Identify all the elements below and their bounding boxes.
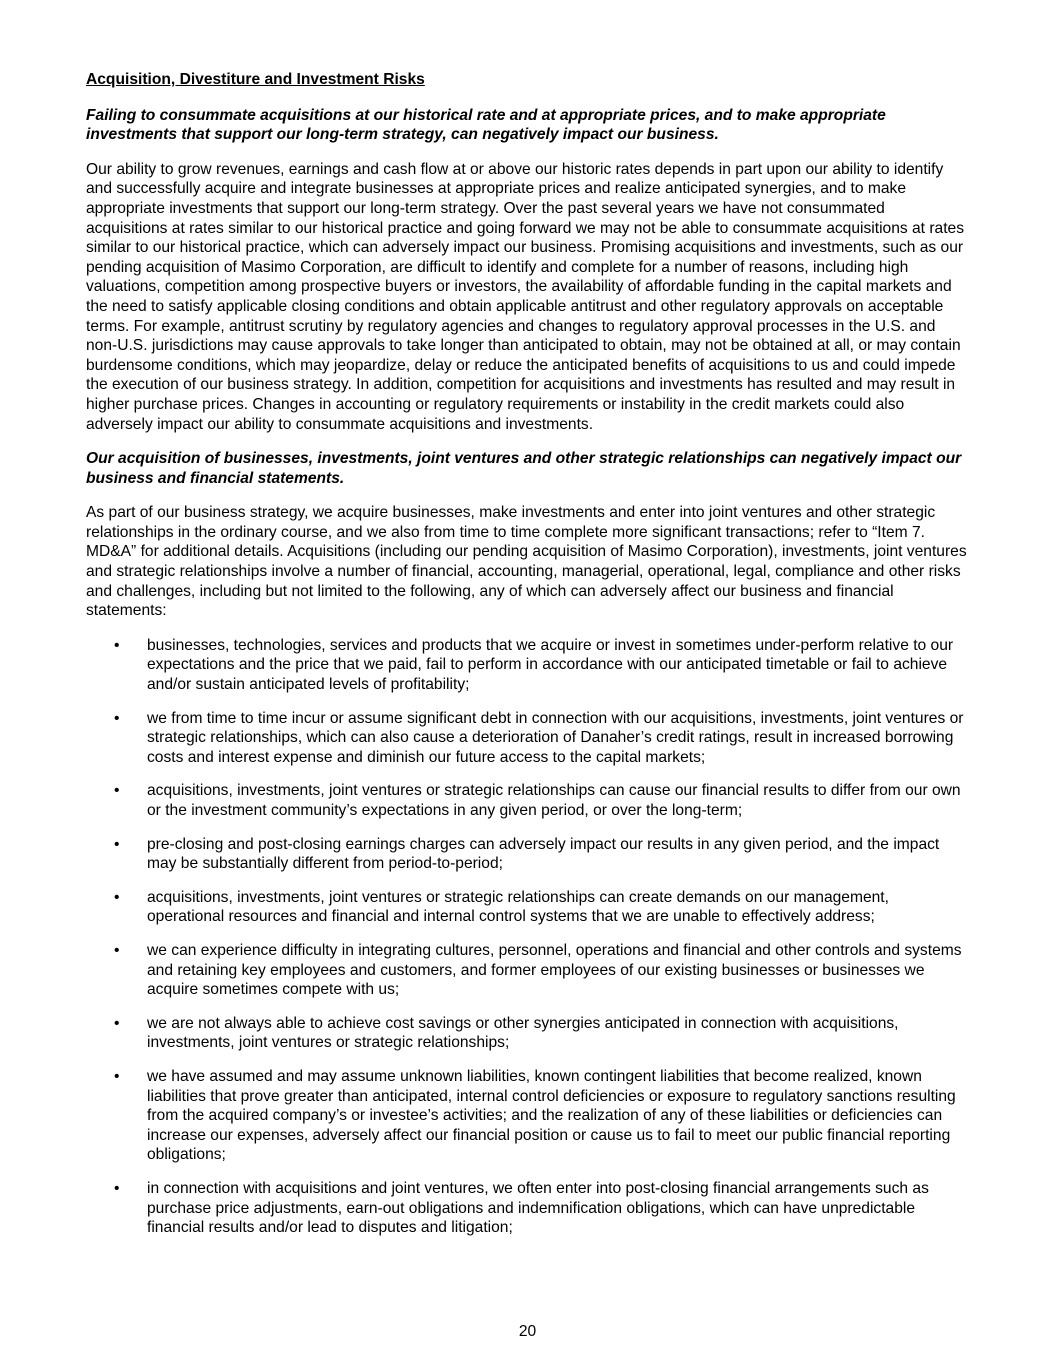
list-item-text: we have assumed and may assume unknown liabilities, known contingent liabilities that become realized, known liabilities that prove greater than anticipated, internal control deficiencies or exposure to regulatory sanctions resulting from the acquired company’s or investee’s activities; and the realization of any of these liabilities or deficiencies can increase our expenses, adversely affect our financial position or cause us to fail to meet our public financial reporting obligations; (147, 1067, 956, 1164)
page-number: 20 (518, 1323, 537, 1340)
section-title: Acquisition, Divestiture and Investment Risks (86, 71, 425, 88)
risk-heading-acquisition-impact: Our acquisition of businesses, investments, joint ventures and other strategic relationships can negatively impact our business and financial statements. (86, 450, 962, 487)
bullet-icon: • (114, 1179, 120, 1197)
bullet-icon: • (114, 1067, 120, 1085)
list-item (86, 1067, 970, 1165)
bullet-icon: • (114, 888, 120, 906)
risk-heading-acquisition-rate: Failing to consummate acquisitions at our historical rate and at appropriate prices, and to make appropriate investments that support our long-term strategy, can negatively impact our business. (86, 106, 886, 144)
bullet-icon: • (114, 835, 120, 853)
list-item (86, 1014, 970, 1053)
bullet-icon: • (114, 1014, 120, 1032)
list-item (86, 835, 970, 874)
list-item-text: pre-closing and post-closing earnings charges can adversely impact our results in any given period, and the impact may be substantially different from period-to-period; (147, 835, 940, 873)
list-item-text: acquisitions, investments, joint ventures or strategic relationships can cause our financial results to differ from our own or the investment community’s expectations in any given period, or over the long-term; (147, 782, 961, 819)
bullet-icon: • (114, 709, 120, 727)
list-item-text: businesses, technologies, services and products that we acquire or invest in sometimes under-perform relative to our expectations and the price that we paid, fail to perform in accordance with our anticipated timetable or fail to achieve and/or sustain anticipated levels of profitability; (147, 636, 954, 694)
list-item-text: acquisitions, investments, joint ventures or strategic relationships can create demands on our management, operational resources and financial and internal control systems that we are unable to effectively address; (147, 888, 889, 926)
bullet-icon: • (114, 941, 120, 959)
list-item (86, 636, 970, 695)
list-item (86, 709, 970, 768)
list-item (86, 888, 970, 927)
risk-paragraph-acquisition-rate: Our ability to grow revenues, earnings and cash flow at or above our historic rates depends in part upon our ability to identify and successfully acquire and integrate businesses at appropriate prices and realize anticipated synergies, and to make appropriate investments that support our long-term strategy. Over the past several years we have not consummated acquisitions at rates similar to our historical practice and going forward we may not be able to consummate acquisitions at rates similar to our historical practice, which can adversely impact our business. Promising acquisitions and investments, such as our pending acquisition of Masimo Corporation, are difficult to identify and complete for a number of reasons, including high valuations, competition among prospective buyers or investors, the availability of affordable funding in the capital markets and the need to satisfy applicable closing conditions and obtain applicable antitrust and other regulatory approvals on acceptable terms. For example, antitrust scrutiny by regulatory agencies and changes to regulatory approval processes in the U.S. and non-U.S. jurisdictions may cause approvals to take longer than anticipated to obtain, may not be obtained at all, or may contain burdensome conditions, which may jeopardize, delay or reduce the anticipated benefits of acquisitions to us and could impede the execution of our business strategy. In addition, competition for acquisitions and investments has resulted and may result in higher purchase prices. Changes in accounting or regulatory requirements or instability in the credit markets could also adversely impact our ability to consummate acquisitions and investments. (86, 160, 965, 433)
risk-paragraph-acquisition-impact: As part of our business strategy, we acquire businesses, make investments and enter into joint ventures and other strategic relationships in the ordinary course, and we also from time to time complete more significant transactions; refer to “Item 7. MD&A” for additional details. Acquisitions (including our pending acquisition of Masimo Corporation), investments, joint ventures and strategic relationships involve a number of financial, accounting, managerial, operational, legal, compliance and other risks and challenges, including but not limited to the following, any of which can adversely affect our business and financial statements: (86, 504, 967, 620)
list-item-text: we can experience difficulty in integrating cultures, personnel, operations and financial and other controls and systems and retaining key employees and customers, and former employees of our existing businesses or businesses we acquire sometimes compete with us; (147, 941, 962, 999)
risk-bullet-list (86, 636, 970, 1238)
bullet-icon: • (114, 782, 120, 800)
list-item (86, 1179, 970, 1238)
document-page (86, 70, 970, 1252)
list-item (86, 781, 970, 820)
list-item (86, 941, 970, 1000)
list-item-text: we from time to time incur or assume significant debt in connection with our acquisitions, investments, joint ventures or strategic relationships, which can also cause a deterioration of Danaher’s credit ratings, result in increased borrowing costs and interest expense and diminish our future access to the capital markets; (147, 709, 964, 766)
list-item-text: we are not always able to achieve cost savings or other synergies anticipated in connection with acquisitions, investments, joint ventures or strategic relationships; (147, 1014, 899, 1052)
bullet-icon: • (114, 636, 120, 654)
list-item-text: in connection with acquisitions and joint ventures, we often enter into post-closing financial arrangements such as purchase price adjustments, earn-out obligations and indemnification obligations, which can have unpredictable financial results and/or lead to disputes and litigation; (147, 1179, 929, 1237)
